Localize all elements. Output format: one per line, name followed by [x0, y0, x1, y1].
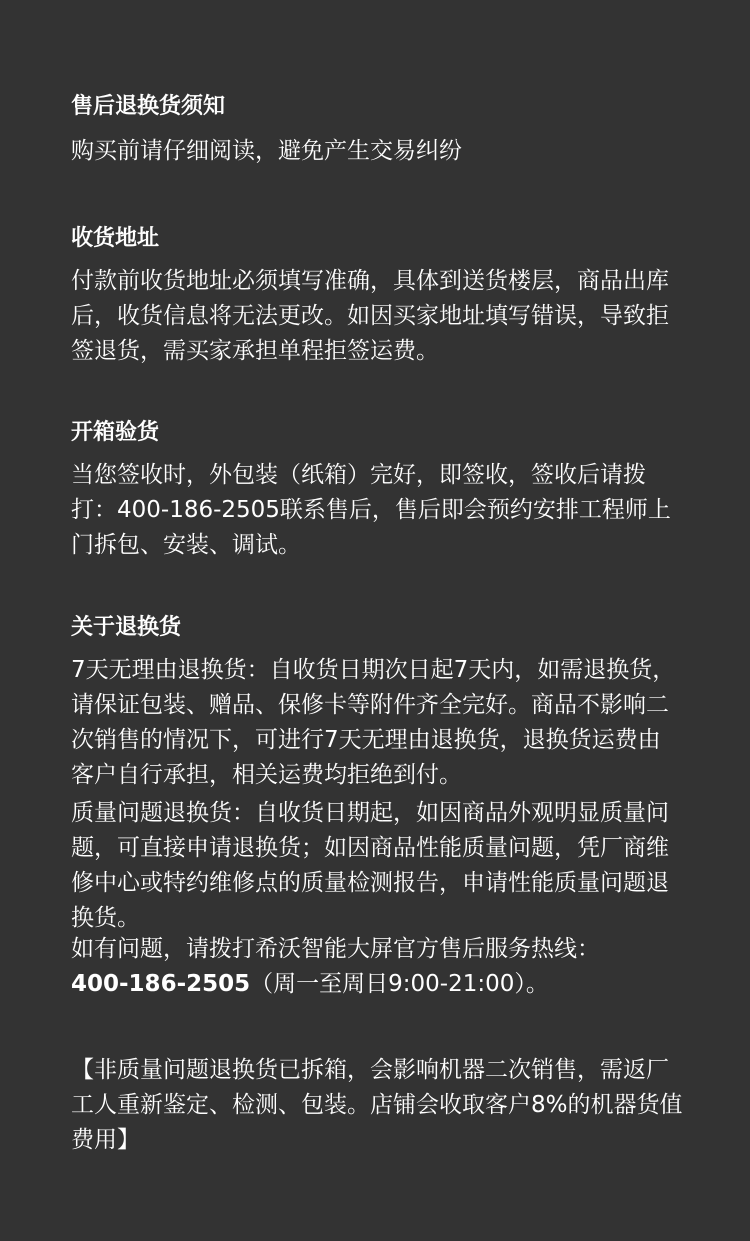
- notice-title: 售后退换货须知: [71, 94, 226, 119]
- address-text: 付款前收货地址必须填写准确，具体到送货楼层，商品出库后，收货信息将无法更改。如因买家地址填写错误，导致拒签退货，需买家承担单程拒签运费。: [71, 268, 669, 364]
- returns-title: 关于退换货: [71, 615, 182, 640]
- hotline-hours: （周一至周日9:00-21:00）。: [250, 971, 549, 997]
- inspection-text: 当您签收时，外包装（纸箱）完好，即签收，签收后请拨打：400-186-2505联系售后，售后即会预约安排工程师上门拆包、安装、调试。: [71, 462, 671, 558]
- non-quality-return-note: 【非质量问题退换货已拆箱，会影响机器二次销售，需返厂工人重新鉴定、检测、包装。店铺会收取客户8%的机器货值费用】: [71, 1057, 683, 1153]
- address-title: 收货地址: [71, 226, 160, 251]
- hotline-intro: 如有问题，请拨打希沃智能大屏官方售后服务热线：: [71, 936, 600, 962]
- hotline-number: 400-186-2505: [71, 971, 251, 997]
- returns-7day-text: 7天无理由退换货：自收货日期次日起7天内，如需退换货，请保证包装、赠品、保修卡等附件齐全完好。商品不影响二次销售的情况下，可进行7天无理由退换货，退换货运费由客户自行承担，相关运费均拒绝到付。: [71, 657, 676, 788]
- returns-quality-text: 质量问题退换货：自收货日期起，如因商品外观明显质量问题，可直接申请退换货；如因商品性能质量问题，凭厂商维修中心或特约维修点的质量检测报告，申请性能质量问题退换货。: [71, 800, 669, 931]
- notice-intro: 购买前请仔细阅读，避免产生交易纠纷: [71, 138, 462, 164]
- hotline-text: [71, 932, 683, 1002]
- inspection-title: 开箱验货: [71, 420, 160, 445]
